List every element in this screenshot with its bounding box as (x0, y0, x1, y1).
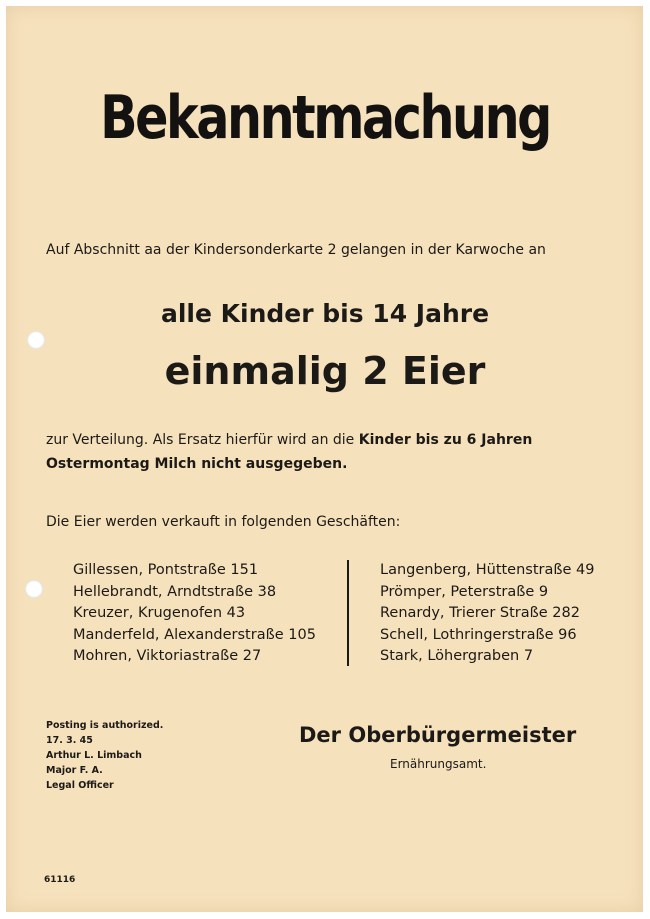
intro-text: Auf Abschnitt aa der Kindersonderkarte 2 gelangen in der Karwoche an (46, 242, 546, 258)
shop-item: Mohren, Viktoriastraße 27 (73, 648, 262, 664)
column-divider (347, 560, 349, 666)
notice-title: Bekanntmachung (100, 83, 550, 153)
shop-list-left (73, 560, 343, 668)
shops-intro: Die Eier werden verkauft in folgenden Geschäften: (46, 514, 401, 530)
shop-item: Gillessen, Pontstraße 151 (73, 562, 259, 578)
shop-item: Langenberg, Hüttenstraße 49 (380, 562, 595, 578)
headline-children: alle Kinder bis 14 Jahre (160, 299, 490, 328)
shop-item: Manderfeld, Alexanderstraße 105 (73, 626, 316, 643)
distribution-text: zur Verteilung. Als Ersatz hierfür wird an die (46, 432, 359, 448)
milk-exception-text: Kinder bis zu 6 Jahren Ostermontag Milch nicht ausgegeben. (46, 432, 533, 472)
headline-eggs: einmalig 2 Eier (164, 349, 486, 393)
signer-title: Der Oberbürgermeister (299, 723, 577, 747)
shop-item: Hellebrandt, Arndtstraße 38 (73, 583, 277, 600)
authorization-role: Legal Officer (46, 780, 114, 791)
authorization-line: Posting is authorized. (46, 720, 164, 731)
distribution-paragraph (46, 428, 616, 476)
print-code: 61116 (44, 875, 76, 885)
authorization-date: 17. 3. 45 (46, 735, 93, 746)
punch-hole-bottom (25, 580, 43, 598)
shop-item: Stark, Löhergraben 7 (380, 648, 534, 664)
authorization-rank: Major F. A. (46, 765, 103, 776)
authorization-name: Arthur L. Limbach (46, 750, 142, 761)
shop-item: Kreuzer, Krugenofen 43 (73, 605, 246, 621)
authorization-stamp (46, 718, 246, 793)
shop-list-right (380, 560, 630, 668)
shop-item: Schell, Lothringerstraße 96 (380, 626, 577, 643)
shop-item: Renardy, Trierer Straße 282 (380, 605, 580, 621)
shop-item: Prömper, Peterstraße 9 (380, 583, 549, 600)
signer-department: Ernährungsamt. (390, 757, 487, 771)
